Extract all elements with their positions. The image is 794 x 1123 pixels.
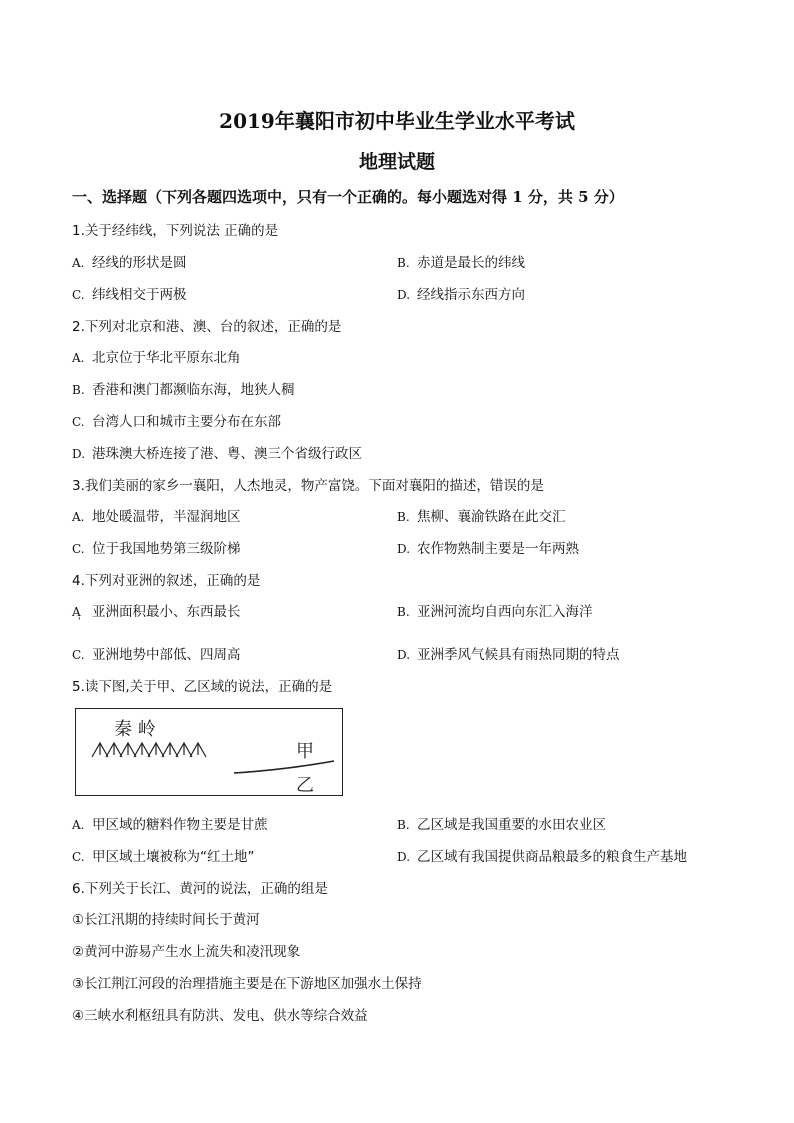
- q6-statement-3: ③长江荆江河段的治理措施主要是在下游地区加强水土保持: [72, 976, 422, 992]
- region-jia-label: 甲: [296, 741, 314, 762]
- option-text: 乙区域有我国提供商品粮最多的粮食生产基地: [417, 849, 687, 865]
- option-text: 农作物熟制主要是一年两熟: [417, 541, 579, 557]
- q5-option-d: [397, 845, 687, 865]
- q1-option-d: [397, 283, 525, 303]
- region-yi-label: 乙: [296, 775, 314, 796]
- option-letter: B.: [397, 818, 410, 832]
- option-text: 甲区域土壤被称为“红土地”: [92, 849, 255, 865]
- option-text: 乙区域是我国重要的水田农业区: [417, 817, 606, 833]
- q6-statement-2: ②黄河中游易产生水上流失和凌汛现象: [72, 944, 301, 960]
- q2-option-c: [72, 410, 281, 430]
- stray-mark: ': [78, 616, 81, 627]
- option-letter: A.: [72, 351, 85, 365]
- q2-option-b: [72, 378, 295, 398]
- option-letter: A.: [72, 818, 85, 832]
- option-text: 港珠澳大桥连接了港、粤、澳三个省级行政区: [92, 446, 362, 462]
- q3-option-d: [397, 537, 579, 557]
- option-text: 甲区域的糖料作物主要是甘蔗: [92, 817, 268, 833]
- question-6-stem: 6.下列关于长江、黄河的说法，正确的组是: [72, 881, 328, 897]
- option-letter: D.: [397, 850, 411, 864]
- option-text: 台湾人口和城市主要分布在东部: [92, 414, 281, 430]
- option-text: 位于我国地势第三级阶梯: [92, 541, 241, 557]
- q1-option-b: [397, 251, 525, 271]
- qinling-diagram: [75, 708, 343, 796]
- mountain-label: 秦 岭: [114, 719, 156, 740]
- option-text: 经线的形状是圆: [92, 255, 187, 271]
- option-letter: C.: [72, 415, 85, 429]
- q4-option-d: [397, 643, 620, 663]
- mountain-range-icon: [92, 743, 206, 757]
- option-text: 亚洲河流均自西向东汇入海洋: [417, 604, 593, 620]
- option-text: 经线指示东西方向: [417, 287, 525, 303]
- option-letter: A.: [72, 510, 85, 524]
- q4-option-a: [72, 600, 241, 620]
- q6-statement-4: ④三峡水利枢纽具有防洪、发电、供水等综合效益: [72, 1008, 368, 1024]
- question-2-stem: 2.下列对北京和港、澳、台的叙述，正确的是: [72, 319, 342, 335]
- question-1-stem: 1.关于经纬线，下列说法 正确的是: [72, 223, 279, 239]
- q1-option-c: [72, 283, 187, 303]
- q5-option-c: [72, 845, 255, 865]
- option-letter: D.: [397, 288, 411, 302]
- option-text: 香港和澳门都濒临东海，地狭人稠: [92, 382, 295, 398]
- section-heading: 一、选择题（下列各题四选项中，只有一个正确的。每小题选对得 1 分，共 5 分）: [72, 188, 624, 206]
- question-4-stem: 4.下列对亚洲的叙述，正确的是: [72, 573, 261, 589]
- q2-option-d: [72, 442, 362, 462]
- option-text: 焦柳、襄渝铁路在此交汇: [417, 509, 566, 525]
- option-letter: A: [72, 605, 81, 619]
- q4-option-c: [72, 643, 241, 663]
- q2-option-a: [72, 346, 241, 366]
- exam-subtitle: 地理试题: [358, 151, 435, 173]
- q5-option-a: [72, 813, 268, 833]
- option-letter: D.: [397, 542, 411, 556]
- question-5-stem: 5.读下图,关于甲、乙区域的说法，正确的是: [72, 679, 333, 695]
- q5-option-b: [397, 813, 606, 833]
- q3-option-a: [72, 505, 241, 525]
- option-text: 纬线相交于两极: [92, 287, 187, 303]
- option-letter: B.: [72, 383, 85, 397]
- option-letter: B.: [397, 510, 410, 524]
- exam-title: 2019年襄阳市初中毕业生学业水平考试: [219, 109, 575, 133]
- option-text: 亚洲面积最小、东西最长: [92, 604, 241, 620]
- q6-statement-1: ①长江汛期的持续时间长于黄河: [72, 912, 260, 928]
- q1-option-a: [72, 251, 187, 271]
- q4-option-b: [397, 600, 593, 620]
- q3-option-b: [397, 505, 566, 525]
- option-letter: C.: [72, 288, 85, 302]
- option-text: 地处暖温带，半湿润地区: [92, 509, 241, 525]
- option-letter: C.: [72, 648, 85, 662]
- option-letter: B.: [397, 605, 410, 619]
- option-letter: D.: [72, 447, 86, 461]
- option-letter: A.: [72, 256, 85, 270]
- boundary-line: [234, 761, 334, 773]
- question-3-stem: 3.我们美丽的家乡一襄阳，人杰地灵，物产富饶。下面对襄阳的描述，错误的是: [72, 478, 544, 494]
- option-letter: D.: [397, 648, 411, 662]
- option-text: 赤道是最长的纬线: [417, 255, 525, 271]
- option-text: 亚洲季风气候具有雨热同期的特点: [417, 647, 620, 663]
- option-letter: B.: [397, 256, 410, 270]
- option-text: 北京位于华北平原东北角: [92, 350, 241, 366]
- q3-option-c: [72, 537, 241, 557]
- option-letter: C.: [72, 850, 85, 864]
- option-text: 亚洲地势中部低、四周高: [92, 647, 241, 663]
- option-letter: C.: [72, 542, 85, 556]
